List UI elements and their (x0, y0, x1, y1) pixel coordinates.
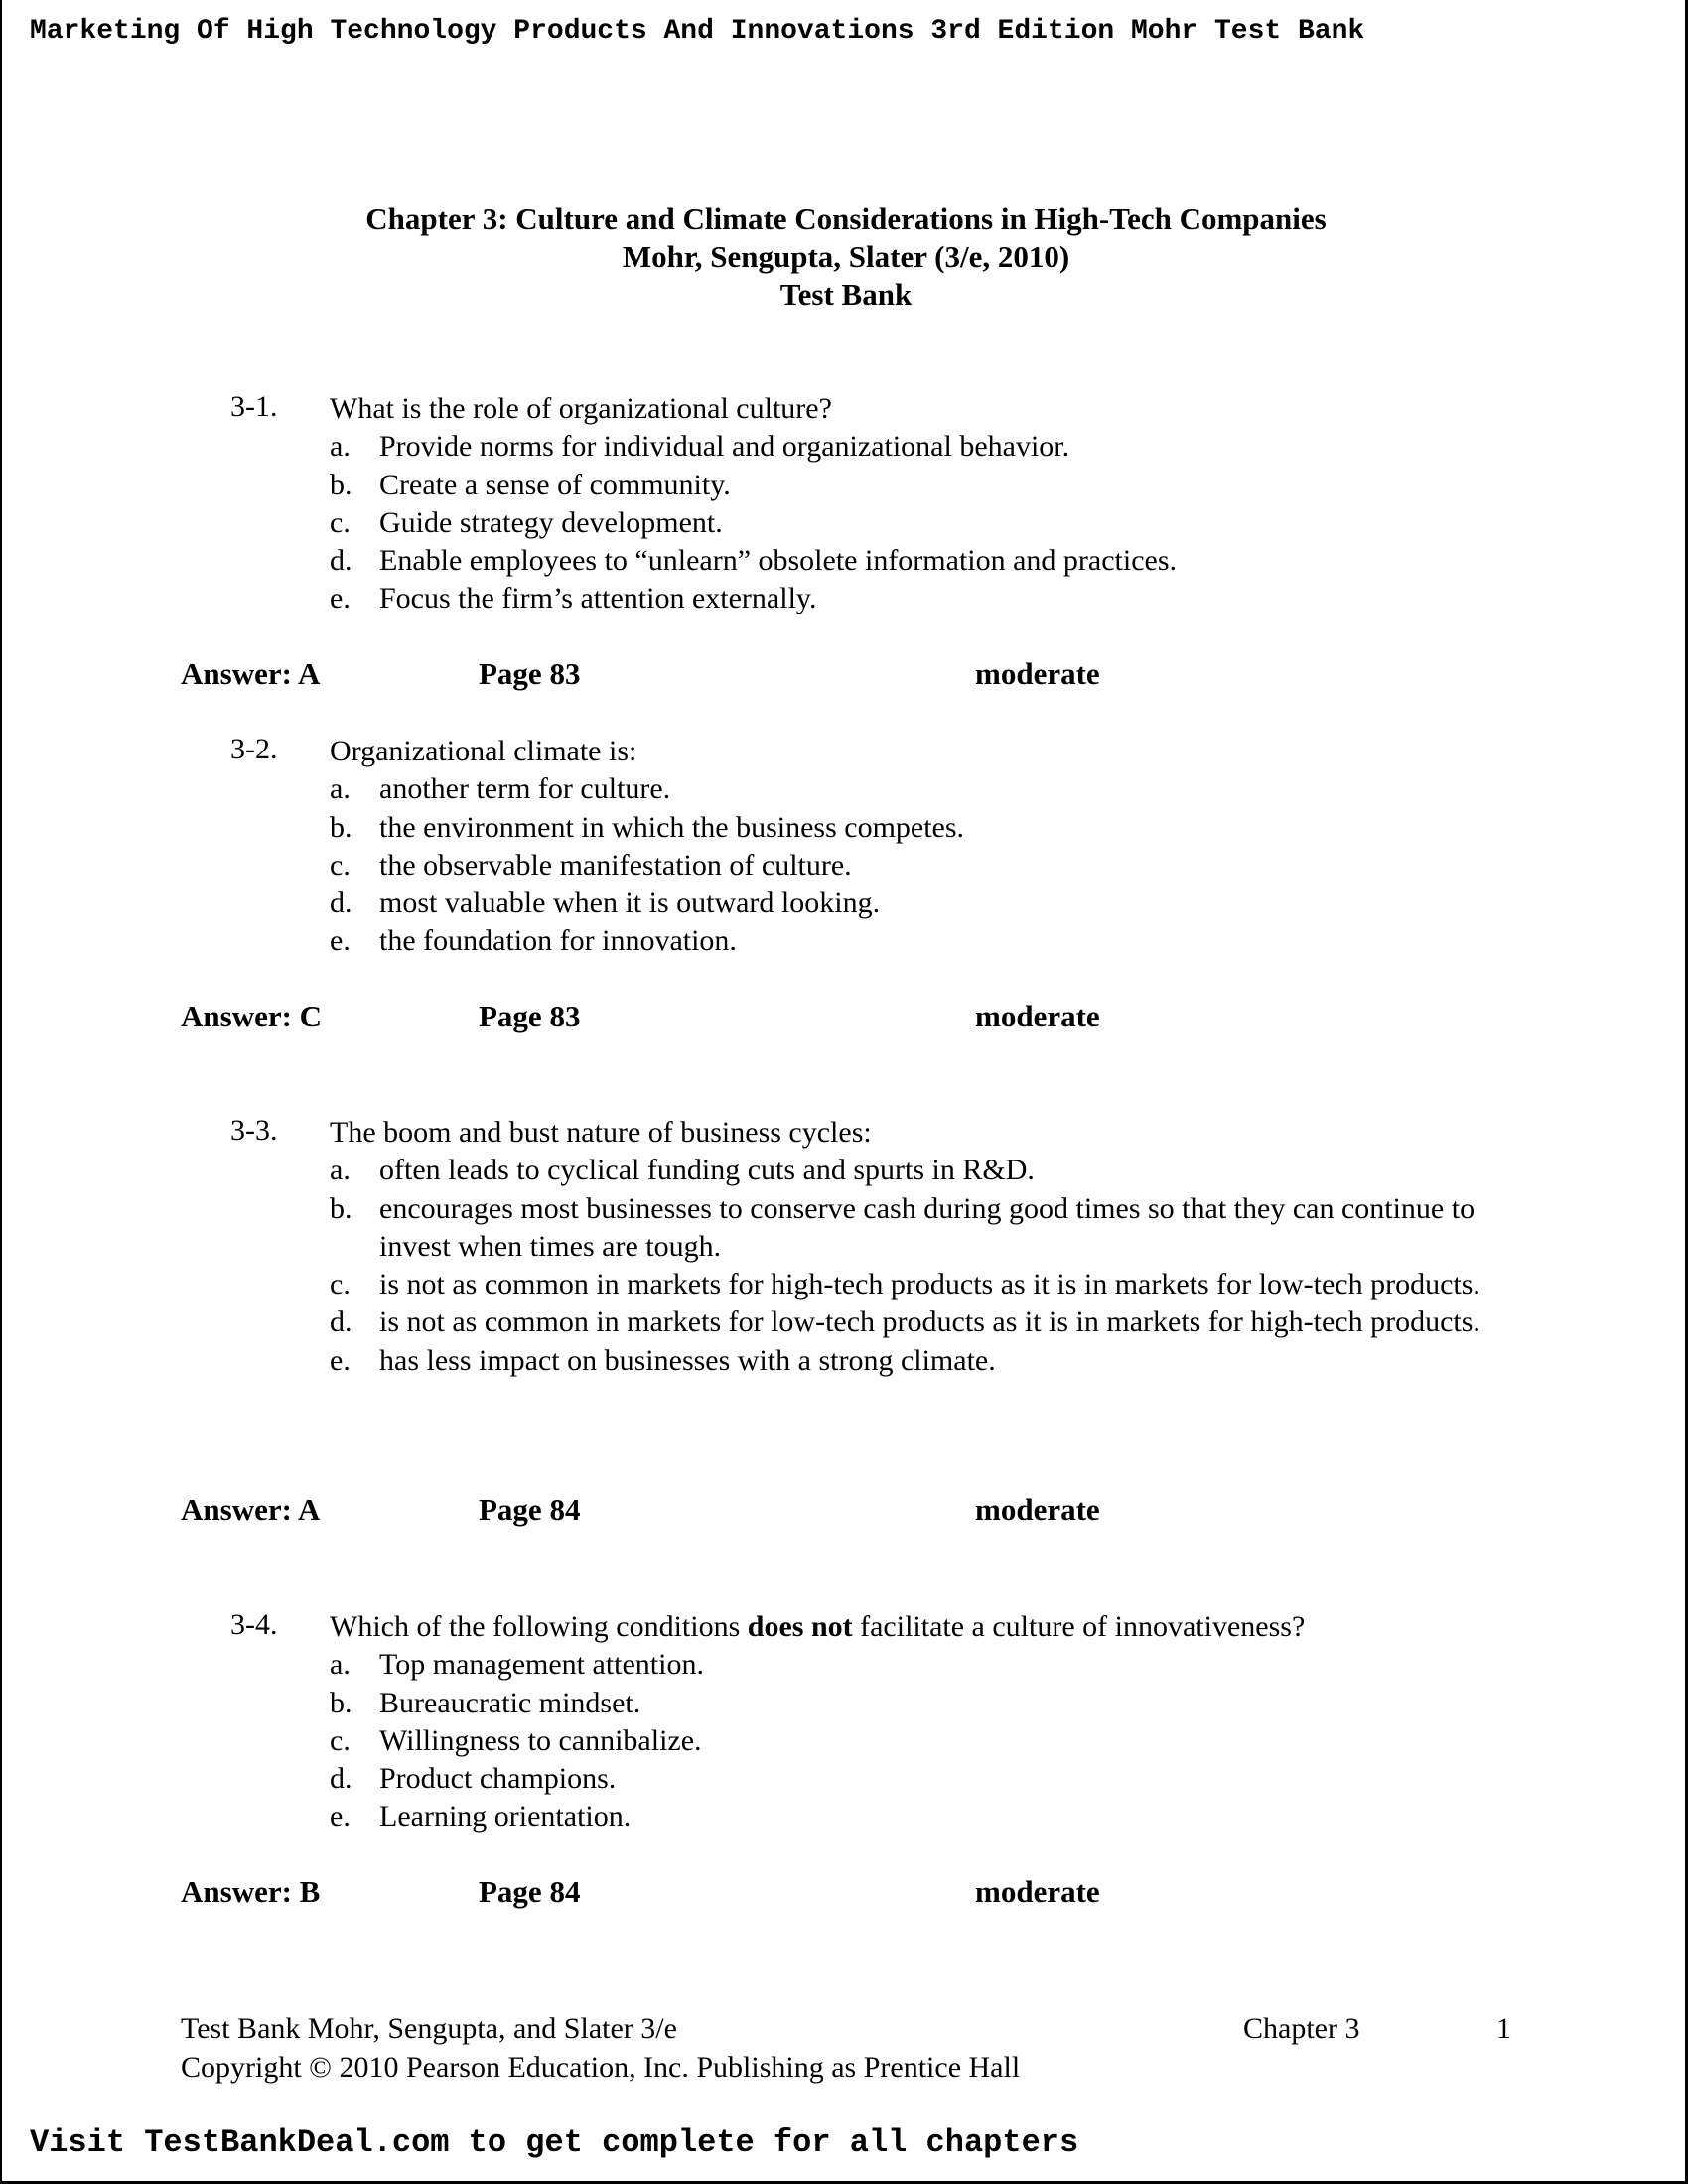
option-c (330, 1266, 1501, 1303)
option-text: Top management attention. (379, 1648, 704, 1682)
option-text: Create a sense of community. (379, 468, 731, 501)
answer-page: Page 83 (479, 656, 581, 691)
option-letter: e. (330, 1800, 351, 1834)
answer-key: Answer: B (181, 1874, 321, 1909)
question-number: 3-1. (230, 390, 278, 423)
option-b (330, 467, 1501, 504)
option-text: most valuable when it is outward looking. (379, 887, 881, 920)
option-text: Bureaucratic mindset. (379, 1686, 641, 1719)
option-text: Provide norms for individual and organizational behavior. (379, 430, 1070, 464)
option-letter: e. (330, 582, 351, 615)
option-text: Enable employees to “unlearn” obsolete information and practices. (379, 544, 1178, 578)
document-title (2, 201, 1688, 314)
option-text: another term for culture. (379, 772, 671, 806)
option-letter: d. (330, 887, 352, 920)
answer-key: Answer: A (181, 656, 321, 691)
option-text: Willingness to cannibalize. (379, 1723, 702, 1757)
option-a (330, 770, 1501, 808)
option-text: Guide strategy development. (379, 505, 723, 539)
stem-emphasis: does not (747, 1610, 853, 1643)
answer-page: Page 83 (479, 999, 581, 1033)
option-d (330, 542, 1501, 580)
option-letter: a. (330, 1154, 351, 1187)
answer-key: Answer: A (181, 1492, 321, 1527)
option-text: the observable manifestation of culture. (379, 848, 852, 882)
stem-text: Which of the following conditions (330, 1610, 748, 1643)
bottom-banner: Visit TestBankDeal.com to get complete for all chapters (30, 2124, 1079, 2161)
option-letter: c. (330, 1268, 351, 1301)
option-letter: b. (330, 1191, 352, 1225)
page-footer (181, 2009, 1571, 2087)
answer-key: Answer: C (181, 999, 323, 1033)
option-text: the environment in which the business competes. (379, 810, 965, 844)
title-chapter: Chapter 3: Culture and Climate Considerations in High-Tech Companies (365, 202, 1327, 236)
option-b (330, 809, 1501, 847)
option-c (330, 1722, 1501, 1760)
answer-difficulty: moderate (975, 1492, 1100, 1527)
option-text: Learning orientation. (379, 1800, 632, 1834)
option-a (330, 428, 1501, 466)
option-letter: c. (330, 1723, 351, 1757)
option-d (330, 1303, 1501, 1341)
option-text: encourages most businesses to conserve cash during good times so that they can continue to invest when times are tough. (379, 1191, 1476, 1263)
question-stem: Organizational climate is: (330, 735, 637, 767)
answer-difficulty: moderate (975, 656, 1100, 691)
answer-page: Page 84 (479, 1492, 581, 1527)
question-number: 3-4. (230, 1608, 278, 1641)
option-c (330, 504, 1501, 542)
option-letter: c. (330, 848, 351, 882)
option-text: often leads to cyclical funding cuts and spurts in R&D. (379, 1154, 1035, 1187)
option-letter: d. (330, 544, 352, 578)
option-a (330, 1152, 1501, 1189)
option-letter: e. (330, 1343, 351, 1377)
option-c (330, 847, 1501, 885)
answer-page: Page 84 (479, 1874, 581, 1909)
option-letter: a. (330, 772, 351, 806)
option-b (330, 1190, 1501, 1267)
footer-source: Test Bank Mohr, Sengupta, and Slater 3/e (181, 2012, 677, 2045)
option-text: has less impact on businesses with a strong climate. (379, 1343, 996, 1377)
option-letter: a. (330, 430, 351, 464)
option-letter: d. (330, 1762, 352, 1796)
option-e (330, 1342, 1501, 1380)
answer-difficulty: moderate (975, 1874, 1100, 1909)
footer-page-number: 1 (1496, 2012, 1511, 2045)
question-number: 3-3. (230, 1114, 278, 1147)
title-test-bank: Test Bank (779, 277, 913, 312)
option-letter: b. (330, 810, 352, 844)
option-letter: a. (330, 1648, 351, 1682)
option-text: Focus the firm’s attention externally. (379, 582, 817, 615)
answer-difficulty: moderate (975, 999, 1100, 1033)
option-letter: b. (330, 1686, 352, 1719)
option-text: the foundation for innovation. (379, 924, 737, 958)
title-authors: Mohr, Sengupta, Slater (3/e, 2010) (622, 239, 1070, 274)
option-a (330, 1646, 1501, 1684)
question-stem (330, 1608, 1501, 1646)
stem-text: facilitate a culture of innovativeness? (852, 1610, 1306, 1643)
question-stem: What is the role of organizational culture? (330, 392, 832, 425)
option-letter: d. (330, 1305, 352, 1339)
option-b (330, 1685, 1501, 1722)
footer-chapter: Chapter 3 (1243, 2012, 1360, 2045)
option-e (330, 580, 1501, 617)
option-letter: e. (330, 924, 351, 958)
option-d (330, 885, 1501, 922)
option-text: is not as common in markets for high-tech products as it is in markets for low-tech products. (379, 1268, 1480, 1301)
question-number: 3-2. (230, 733, 278, 765)
option-text: Product champions. (379, 1762, 617, 1796)
option-letter: b. (330, 468, 352, 501)
option-e (330, 922, 1501, 960)
option-d (330, 1760, 1501, 1798)
footer-copyright: Copyright © 2010 Pearson Education, Inc. Publishing as Prentice Hall (181, 2051, 1021, 2084)
option-e (330, 1798, 1501, 1836)
option-letter: c. (330, 505, 351, 539)
top-banner: Marketing Of High Technology Products And Innovations 3rd Edition Mohr Test Bank (30, 16, 1365, 47)
question-stem: The boom and bust nature of business cycles: (330, 1116, 872, 1149)
option-text: is not as common in markets for low-tech products as it is in markets for high-tech products. (379, 1305, 1480, 1339)
